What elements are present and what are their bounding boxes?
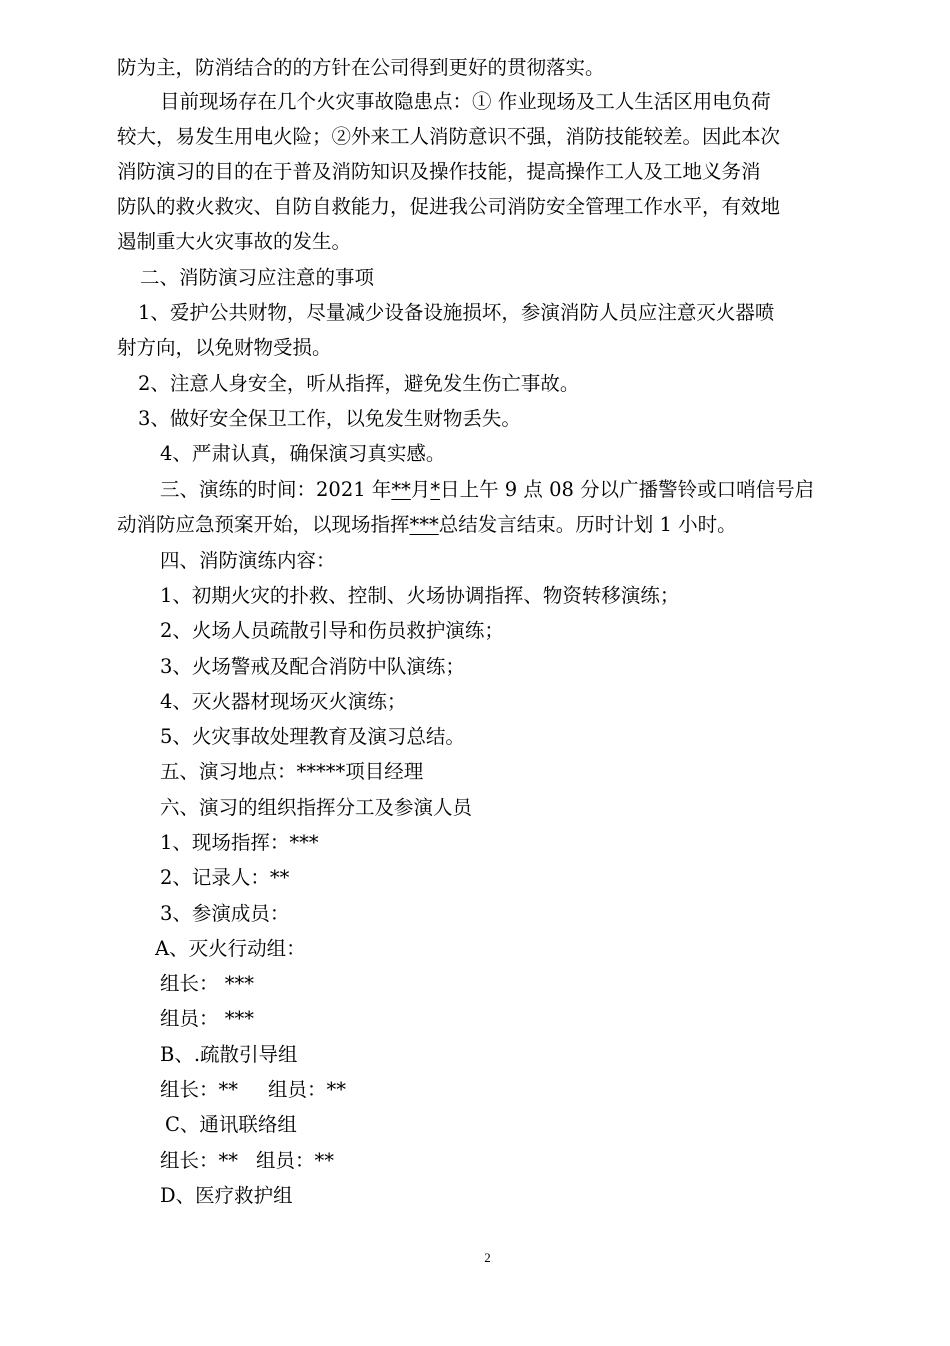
page-number: 2	[484, 1250, 491, 1265]
section-3-label: 三、演练的时间：2021 年	[160, 478, 392, 501]
section-4-item-1: 1、初期火灾的扑救、控制、火场协调指挥、物资转移演练；	[160, 584, 680, 607]
month-unit: 月	[410, 478, 431, 501]
intro-line-4: 消防演习的目的在于普及消防知识及操作技能，提高操作工人及工地义务消	[117, 160, 761, 183]
field-commander: 1、现场指挥：***	[160, 831, 319, 854]
section-4-heading: 四、消防演练内容：	[160, 549, 336, 572]
section-2-item-4: 4、严肃认真，确保演习真实感。	[160, 442, 446, 465]
intro-line-5: 防队的救火救灾、自防自救能力，促进我公司消防安全管理工作水平，有效地	[117, 195, 781, 218]
section-2-item-2: 2、注意人身安全，听从指挥，避免发生伤亡事故。	[138, 372, 580, 395]
section-3-time-text: 日上午 9 点 08 分以广播警铃或口哨信号启	[440, 478, 815, 501]
intro-line-1: 防为主，防消结合的的方针在公司得到更好的贯彻落实。	[117, 56, 605, 79]
day-placeholder: *	[430, 478, 441, 501]
section-2-item-1-line-1: 1、爱护公共财物，尽量减少设备设施损坏，参演消防人员应注意灭火器喷	[138, 301, 775, 324]
section-5-location: 五、演习地点：*****项目经理	[160, 760, 424, 783]
section-2-heading: 二、消防演习应注意的事项	[140, 266, 375, 289]
section-3-line-2	[117, 512, 737, 538]
section-3-line-2-a: 动消防应急预案开始，以现场指挥	[117, 513, 410, 536]
section-4-item-5: 5、火灾事故处理教育及演习总结。	[160, 725, 465, 748]
group-a-member: 组员： ***	[160, 1007, 254, 1030]
section-6-heading: 六、演习的组织指挥分工及参演人员	[160, 796, 473, 819]
section-4-item-3: 3、火场警戒及配合消防中队演练；	[160, 655, 465, 678]
group-c-member: 组员：**	[256, 1149, 335, 1172]
group-c-leader: 组长：**	[160, 1149, 239, 1172]
section-2-item-1-line-2: 射方向，以免财物受损。	[117, 336, 332, 359]
section-4-item-4: 4、灭火器材现场灭火演练；	[160, 690, 407, 713]
group-c-title: C、通讯联络组	[165, 1113, 297, 1136]
section-4-item-2: 2、火场人员疏散引导和伤员救护演练；	[160, 619, 504, 642]
section-3-line-2-c: 总结发言结束。历时计划 1 小时。	[438, 513, 737, 536]
group-b-title: B、.疏散引导组	[160, 1043, 298, 1066]
intro-line-3: 较大，易发生用电火险；②外来工人消防意识不强，消防技能较差。因此本次	[117, 125, 781, 148]
group-a-leader: 组长： ***	[160, 972, 254, 995]
group-c-row	[160, 1148, 334, 1174]
field-recorder: 2、记录人：**	[160, 866, 290, 889]
month-placeholder: **	[391, 478, 411, 501]
group-a-title: A、灭火行动组：	[155, 937, 306, 960]
commander-placeholder: ***	[409, 513, 439, 536]
section-2-item-3: 3、做好安全保卫工作，以免发生财物丢失。	[138, 407, 521, 430]
group-b-leader: 组长：**	[160, 1078, 239, 1101]
intro-line-2: 目前现场存在几个火灾事故隐患点：① 作业现场及工人生活区用电负荷	[160, 90, 771, 113]
section-3-line-1	[160, 477, 814, 503]
group-b-member: 组员：**	[268, 1078, 347, 1101]
field-members: 3、参演成员：	[160, 902, 290, 925]
group-d-title: D、医疗救护组	[160, 1184, 293, 1207]
group-b-row	[160, 1077, 346, 1103]
intro-line-6: 遏制重大火灾事故的发生。	[117, 230, 352, 253]
